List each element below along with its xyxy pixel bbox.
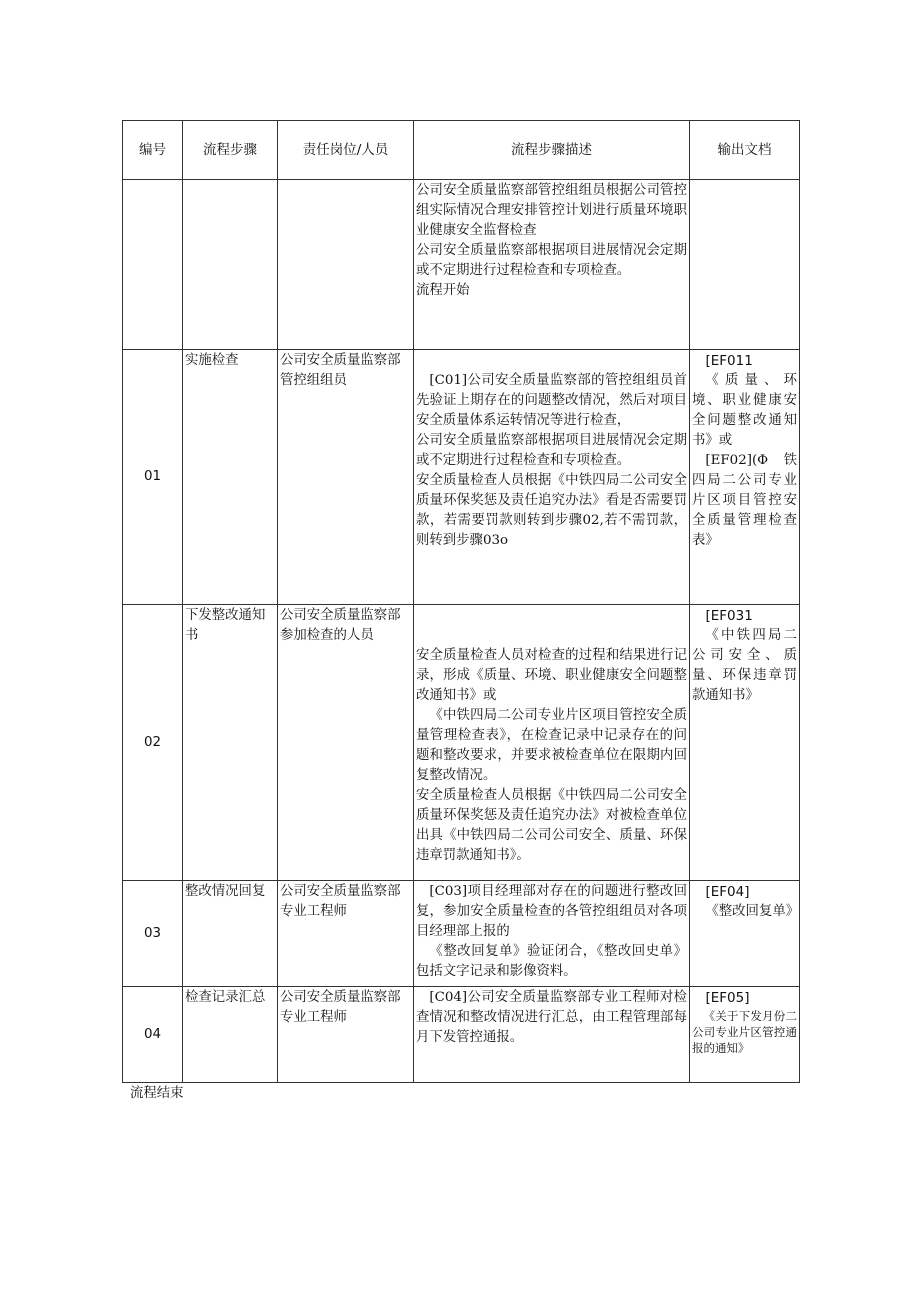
table-row: [123, 881, 800, 987]
intro-row: [123, 180, 800, 350]
output-doc: 《质量、环境、职业健康安全问题整改通知书》或: [692, 373, 797, 448]
row-number: 03: [123, 881, 183, 987]
row-description: [414, 987, 690, 1083]
row-number: 04: [123, 987, 183, 1083]
output-code: [EF04]: [705, 884, 750, 900]
row-role: 公司安全质量监察部参加检查的人员: [278, 605, 414, 881]
row-number: 02: [123, 605, 183, 881]
intro-desc-3: 流程开始: [416, 283, 470, 298]
row-output: [690, 350, 800, 605]
row-step: 下发整改通知书: [183, 605, 278, 881]
table-row: [123, 605, 800, 881]
row-desc-2: 公司安全质量监察部根据项目进展情况会定期或不定期进行过程检查和专项检查。: [416, 433, 687, 468]
header-description: 流程步骤描述: [414, 121, 690, 180]
header-output: 输出文档: [690, 121, 800, 180]
table-row: [123, 350, 800, 605]
intro-step: [183, 180, 278, 350]
table-row: [123, 987, 800, 1083]
row-role: 公司安全质量监察部专业工程师: [278, 987, 414, 1083]
row-description: [414, 881, 690, 987]
header-number: 编号: [123, 121, 183, 180]
row-step: 整改情况回复: [183, 881, 278, 987]
intro-description: [414, 180, 690, 350]
row-description: [414, 605, 690, 881]
header-step: 流程步骤: [183, 121, 278, 180]
output-code: [EF031: [705, 608, 753, 624]
intro-desc-1: 公司安全质量监察部管控组组员根据公司管控组实际情况合理安排管控计划进行质量环境职业健康安全监督检查: [416, 183, 687, 238]
output-doc-2: [EF02](Φ 铁四局二公司专业片区项目管控安全质量管理检查表》: [692, 453, 797, 548]
row-desc-1: [C01]公司安全质量监察部的管控组组员首先验证上期存在的问题整改情况，然后对项目安全质量体系运转情况等进行检查，: [416, 373, 687, 428]
output-code: [EF05]: [705, 990, 750, 1006]
intro-role: [278, 180, 414, 350]
row-role: 公司安全质量监察部专业工程师: [278, 881, 414, 987]
row-output: [690, 987, 800, 1083]
row-step: 检查记录汇总: [183, 987, 278, 1083]
row-desc-1: [C03]项目经理部对存在的问题进行整改回复，参加安全质量检查的各管控组组员对各项目经理部上报的: [416, 884, 687, 939]
output-doc: 《关于下发月份二公司专业片区管控通报的通知》: [692, 1009, 797, 1055]
flow-end-text: 流程结束: [130, 1086, 184, 1101]
intro-num: [123, 180, 183, 350]
row-desc-1: 安全质量检查人员对检查的过程和结果进行记录，形成《质量、环境、职业健康安全问题整改通知书》或: [416, 648, 687, 703]
header-row: [123, 121, 800, 180]
process-table: [122, 120, 800, 1083]
row-output: [690, 881, 800, 987]
output-code: [EF011: [705, 353, 753, 369]
intro-desc-2: 公司安全质量监察部根据项目进展情况会定期或不定期进行过程检查和专项检查。: [416, 243, 687, 278]
row-step: 实施检查: [183, 350, 278, 605]
row-desc-2: 《中铁四局二公司专业片区项目管控安全质量管理检查表》，在检查记录中记录存在的问题和整改要求，并要求被检查单位在限期内回复整改情况。: [416, 708, 687, 783]
row-desc-1: [C04]公司安全质量监察部专业工程师对检查情况和整改情况进行汇总，由工程管理部每月下发管控通报。: [416, 990, 687, 1045]
row-role: 公司安全质量监察部管控组组员: [278, 350, 414, 605]
output-doc: 《整改回复单》: [705, 904, 800, 919]
row-description: [414, 350, 690, 605]
row-desc-3: 安全质量检查人员根据《中铁四局二公司安全质量环保奖惩及责任追究办法》看是否需要罚款，若需要罚款则转到步骤02,若不需罚款，则转到步骤03o: [416, 473, 687, 548]
row-desc-3: 安全质量检查人员根据《中铁四局二公司安全质量环保奖惩及责任追究办法》对被检查单位出具《中铁四局二公司公司安全、质量、环保违章罚款通知书》。: [416, 788, 687, 863]
row-number: 01: [123, 350, 183, 605]
intro-output: [690, 180, 800, 350]
header-role: 责任岗位/人员: [278, 121, 414, 180]
row-desc-2: 《整改回复单》验证闭合，《整改回史单》包括文字记录和影像资料。: [416, 944, 687, 979]
row-output: [690, 605, 800, 881]
output-doc: 《中铁四局二公司安全、质量、环保违章罚款通知书》: [692, 628, 797, 703]
